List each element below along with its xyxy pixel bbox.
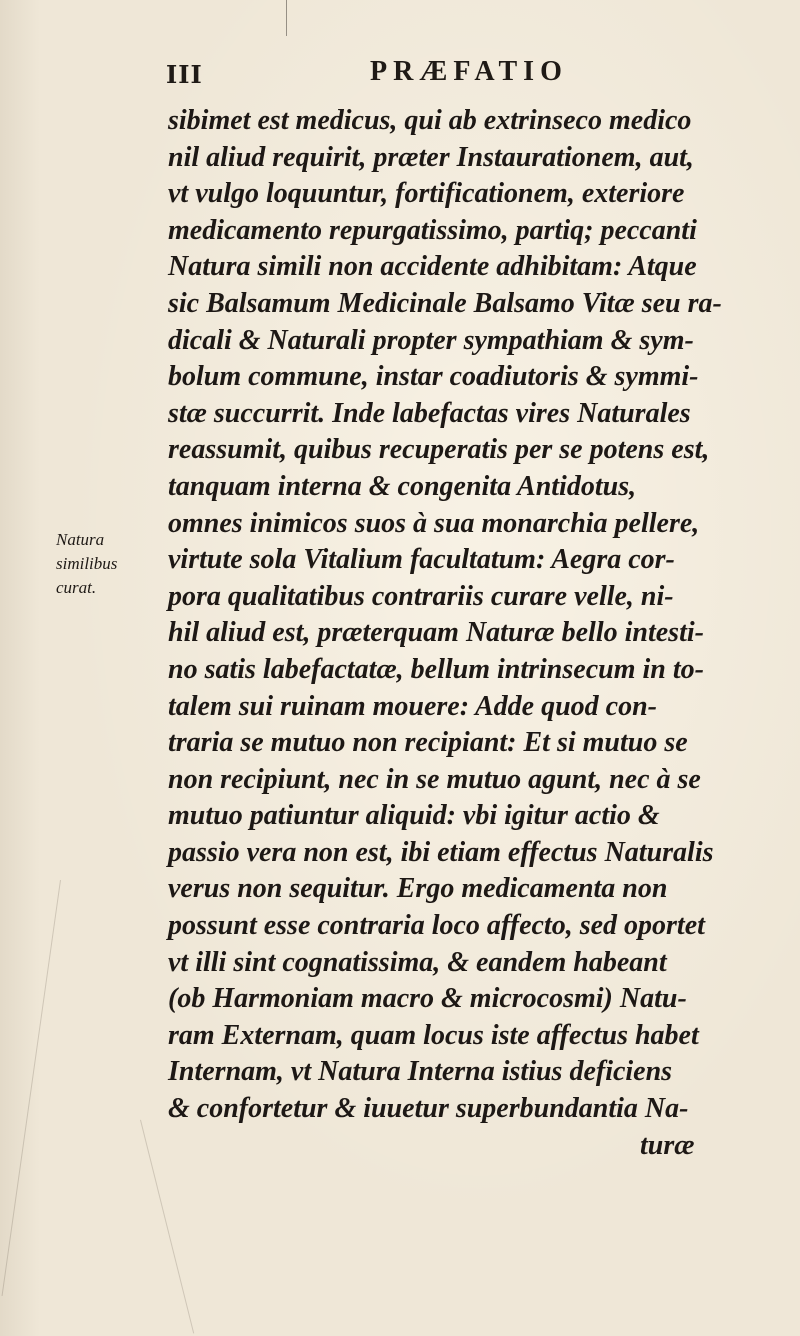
text-line: non recipiunt, nec in se mutuo agunt, nec à se <box>168 763 701 795</box>
bleed-through-mark <box>2 880 61 1296</box>
text-line: mutuo patiuntur aliquid: vbi igitur actio & <box>168 800 660 832</box>
text-line: dicali & Naturali propter sympathiam & sym- <box>168 324 694 356</box>
margin-note-line: curat. <box>56 578 97 597</box>
text-line: stæ succurrit. Inde labefactas vires Naturales <box>168 397 691 429</box>
margin-note-line: similibus <box>56 554 118 573</box>
text-line: nil aliud requirit, præter Instaurationem, aut, <box>168 141 694 173</box>
text-line: Natura simili non accidente adhibitam: Atque <box>168 251 697 283</box>
catchword: turæ <box>640 1129 695 1161</box>
text-line: talem sui ruinam mouere: Adde quod con- <box>168 690 658 722</box>
text-line: possunt esse contraria loco affecto, sed oportet <box>168 910 705 942</box>
text-line: vt vulgo loquuntur, fortificationem, exteriore <box>168 178 685 210</box>
text-line: virtute sola Vitalium facultatum: Aegra cor- <box>168 544 675 576</box>
text-line: & confortetur & iuuetur superbundantia Na- <box>168 1093 689 1125</box>
text-line: reassumit, quibus recuperatis per se potens est, <box>168 434 710 466</box>
text-line: bolum commune, instar coadiutoris & symmi- <box>168 361 699 393</box>
text-line: verus non sequitur. Ergo medicamenta non <box>168 873 668 905</box>
text-line: hil aliud est, præterquam Naturæ bello intesti- <box>168 617 704 649</box>
text-line: Internam, vt Natura Interna istius deficiens <box>168 1056 673 1088</box>
text-line: omnes inimicos suos à sua monarchia pellere, <box>168 507 700 539</box>
running-head: PRÆFATIO <box>370 56 568 87</box>
margin-note <box>56 528 156 600</box>
margin-note-line: Natura <box>56 530 105 549</box>
text-line: passio vera non est, ibi etiam effectus Naturalis <box>168 836 714 868</box>
text-line: medicamento repurgatissimo, partiq; peccanti <box>168 214 697 246</box>
text-line: sic Balsamum Medicinale Balsamo Vitæ seu ra- <box>168 287 722 319</box>
text-line: sibimet est medicus, qui ab extrinseco medico <box>168 105 692 136</box>
text-line: tanquam interna & congenita Antidotus, <box>168 470 637 502</box>
text-line: vt illi sint cognatissima, & eandem habeant <box>168 946 667 978</box>
page-header <box>160 54 760 94</box>
text-line: ram Externam, quam locus iste affectus habet <box>168 1019 699 1051</box>
gutter-line <box>286 0 287 36</box>
body-text <box>168 103 788 1164</box>
text-line: (ob Harmoniam macro & microcosmi) Natu- <box>168 983 687 1015</box>
text-line: pora qualitatibus contrariis curare velle, ni- <box>168 580 674 612</box>
page-number: III <box>166 60 203 89</box>
text-line: no satis labefactatæ, bellum intrinsecum in to- <box>168 653 704 685</box>
text-line: traria se mutuo non recipiant: Et si mutuo se <box>168 727 688 759</box>
